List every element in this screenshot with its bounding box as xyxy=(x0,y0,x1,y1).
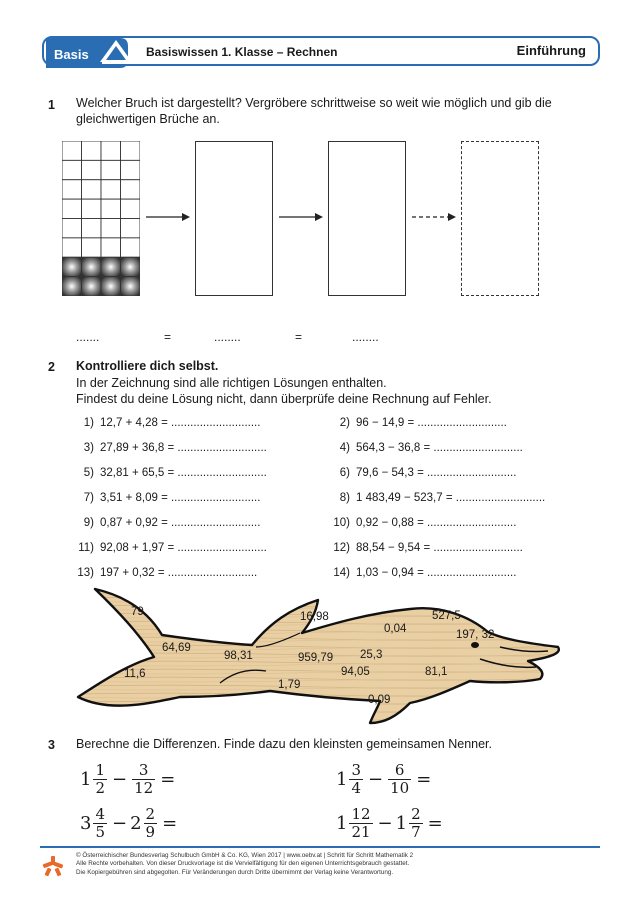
ex3-text: Berechne die Differenzen. Finde dazu den kleinsten gemeinsamen Nenner. xyxy=(76,737,493,751)
calc-row xyxy=(328,517,516,529)
calc-number: 9) xyxy=(83,517,94,529)
calc-row xyxy=(72,567,257,579)
grid-cell xyxy=(121,180,141,199)
calc-row xyxy=(72,417,260,429)
grid-cell xyxy=(62,160,82,179)
dolphin-number: 25,3 xyxy=(360,649,383,661)
calc-number: 1) xyxy=(83,417,94,429)
calc-number: 5) xyxy=(83,467,94,479)
step-rect-1 xyxy=(195,141,273,296)
problem-c: 3 $\frac{4}{5}$ − 2 $\frac{2}{9}$ = xyxy=(80,805,178,841)
calc-number: 7) xyxy=(83,492,94,504)
grid-cell xyxy=(62,199,82,218)
calc-number: 10) xyxy=(333,517,350,529)
dolphin-number: 79 xyxy=(131,606,144,618)
step-rect-3 xyxy=(461,141,539,296)
grid-cell xyxy=(121,199,141,218)
calc-row xyxy=(72,442,267,454)
calc-expression: 0,92 − 0,88 = ............................ xyxy=(356,517,517,529)
calc-row xyxy=(72,467,267,479)
ex1-number: 1 xyxy=(48,98,55,112)
publisher-logo-icon xyxy=(42,855,64,877)
calc-row xyxy=(328,467,516,479)
grid-cell xyxy=(101,199,121,218)
calc-expression: 12,7 + 4,28 = ............................ xyxy=(100,417,261,429)
header-title: Basiswissen 1. Klasse – Rechnen xyxy=(146,45,338,59)
calc-row xyxy=(328,567,516,579)
grid-cell xyxy=(121,141,141,160)
grid-cell xyxy=(62,180,82,199)
problem-a: 1 $\frac{1}{2}$ − $\frac{3}{12}$ = xyxy=(80,761,176,797)
grid-cell-shaded xyxy=(101,277,121,296)
equals-1: = xyxy=(164,330,172,344)
calc-number: 8) xyxy=(339,492,350,504)
grid-cell xyxy=(101,219,121,238)
grid-cell xyxy=(82,238,102,257)
ex3-number: 3 xyxy=(48,738,55,752)
grid-cell xyxy=(121,219,141,238)
equals-2: = xyxy=(295,330,303,344)
calc-expression: 3,51 + 8,09 = ............................ xyxy=(100,492,261,504)
answer-blank-2: ........ xyxy=(214,330,241,344)
ex1-text: Welcher Bruch ist dargestellt? Vergröbere schrittweise so weit wie möglich und gib die gleichwertigen Brüche an. xyxy=(76,96,552,126)
calc-expression: 32,81 + 65,5 = ............................ xyxy=(100,467,267,479)
dolphin-number: 0,04 xyxy=(384,623,407,635)
dolphin-number: 527,5 xyxy=(432,610,461,622)
grid-cell-shaded xyxy=(82,277,102,296)
calc-number: 6) xyxy=(339,467,350,479)
header-section: Einführung xyxy=(516,43,586,58)
calc-expression: 27,89 + 36,8 = ............................ xyxy=(100,442,267,454)
grid-cell xyxy=(101,160,121,179)
calc-expression: 79,6 − 54,3 = ............................ xyxy=(356,467,517,479)
dolphin-number: 64,69 xyxy=(162,642,191,654)
dolphin-number: 98,31 xyxy=(224,650,253,662)
answer-blank-3: ........ xyxy=(352,330,379,344)
grid-cell xyxy=(101,180,121,199)
grid-cell xyxy=(82,160,102,179)
grid-cell-shaded xyxy=(121,277,141,296)
calc-number: 13) xyxy=(77,567,94,579)
calc-number: 3) xyxy=(83,442,94,454)
grid-cell xyxy=(121,238,141,257)
basis-badge-label: Basis xyxy=(54,47,89,62)
calc-expression: 0,87 + 0,92 = ............................ xyxy=(100,517,261,529)
calc-row xyxy=(328,542,523,554)
grid-cell xyxy=(101,238,121,257)
step-rect-2 xyxy=(328,141,406,296)
dolphin-number: 11,6 xyxy=(124,668,146,680)
arrow-1 xyxy=(146,211,190,223)
calc-expression: 88,54 − 9,54 = ............................ xyxy=(356,542,523,554)
grid-cell xyxy=(62,141,82,160)
calc-row xyxy=(72,542,267,554)
fraction-grid xyxy=(62,141,140,296)
grid-cell xyxy=(82,180,102,199)
dolphin-number: 81,1 xyxy=(425,666,448,678)
basis-badge xyxy=(40,32,132,70)
grid-cell-shaded xyxy=(101,257,121,276)
calc-expression: 1,03 − 0,94 = ............................ xyxy=(356,567,517,579)
dolphin-number: 94,05 xyxy=(341,666,370,678)
calc-number: 2) xyxy=(339,417,350,429)
answer-blank-1: ....... xyxy=(76,330,100,344)
footer-rule xyxy=(40,846,600,848)
grid-cell xyxy=(82,141,102,160)
dolphin-number: 0,09 xyxy=(368,694,391,706)
dolphin-number: 959,79 xyxy=(298,652,334,664)
grid-cell xyxy=(101,141,121,160)
dolphin-number: 197, 32 xyxy=(456,629,495,641)
grid-cell xyxy=(82,199,102,218)
page-header xyxy=(42,36,600,66)
calc-row xyxy=(328,442,523,454)
grid-cell-shaded xyxy=(62,257,82,276)
dolphin-number: 1,79 xyxy=(278,679,301,691)
calc-expression: 564,3 − 36,8 = ............................ xyxy=(356,442,523,454)
grid-cell xyxy=(62,238,82,257)
arrow-3-dashed xyxy=(412,211,456,223)
ex2-number: 2 xyxy=(48,360,55,374)
calc-row xyxy=(72,492,260,504)
calc-row xyxy=(328,417,507,429)
calc-row xyxy=(72,517,260,529)
grid-cell xyxy=(82,219,102,238)
problem-b: 1 $\frac{3}{4}$ − $\frac{6}{10}$ = xyxy=(336,761,432,797)
ex2-line1: In der Zeichnung sind alle richtigen Lösungen enthalten. xyxy=(76,376,387,390)
calc-number: 12) xyxy=(333,542,350,554)
calc-row xyxy=(328,492,545,504)
problem-d: 1 $\frac{12}{21}$ − 1 $\frac{2}{7}$ = xyxy=(336,805,443,841)
dolphin-number: 16,98 xyxy=(300,611,329,623)
calc-number: 4) xyxy=(339,442,350,454)
ex2-title: Kontrolliere dich selbst. xyxy=(76,359,219,373)
arrow-2 xyxy=(279,211,323,223)
grid-cell-shaded xyxy=(62,277,82,296)
calc-number: 11) xyxy=(78,542,94,554)
calc-expression: 197 + 0,32 = ............................ xyxy=(100,567,258,579)
calc-number: 14) xyxy=(333,567,350,579)
grid-cell-shaded xyxy=(121,257,141,276)
footer-copyright: © Österreichischer Bundesverlag Schulbuch GmbH & Co. KG, Wien 2017 | www.oebv.at | Schritt für Schritt Mathematik 2 Alle Rechte vorbehalten. Von dieser Druckvorlage ist die Vervielfältigung für den eigenen Unterrichtsgebrauch gestattet. Die Kopiergebühren sind abgegolten. Für Veränderungen durch Dritte übernimmt der Verlag keine Verantwortung. xyxy=(76,852,414,876)
ex2-line2: Findest du deine Lösung nicht, dann überprüfe deine Rechnung auf Fehler. xyxy=(76,392,492,406)
grid-cell-shaded xyxy=(82,257,102,276)
calc-expression: 96 − 14,9 = ............................ xyxy=(356,417,507,429)
calc-expression: 1 483,49 − 523,7 = ............................ xyxy=(356,492,546,504)
grid-cell xyxy=(121,160,141,179)
grid-cell xyxy=(62,219,82,238)
calc-expression: 92,08 + 1,97 = ............................ xyxy=(100,542,267,554)
